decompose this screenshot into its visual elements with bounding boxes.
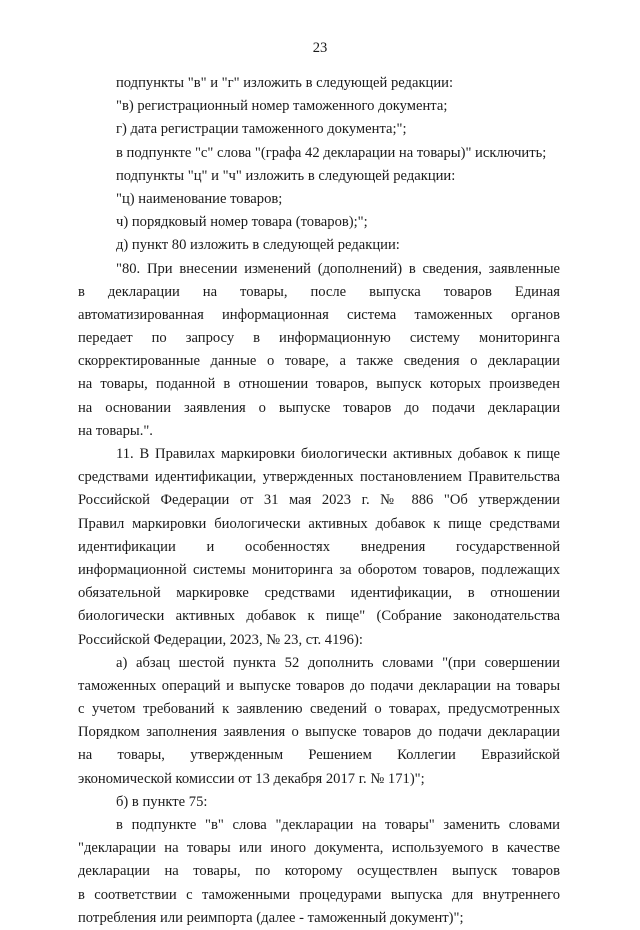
text-line: "в) регистрационный номер таможенного документа; bbox=[116, 98, 448, 115]
text-line: автоматизированная информационная система таможенных органов bbox=[78, 306, 560, 323]
text-line: на товары, поданной в отношении товаров, выпуск которых произведен bbox=[78, 376, 560, 393]
text-line: а) абзац шестой пункта 52 дополнить словами "(при совершении bbox=[116, 654, 560, 671]
text-line: информационной системы мониторинга за оборотом товаров, подлежащих bbox=[78, 561, 560, 578]
text-line: на основании заявления о выпуске товаров до подачи декларации bbox=[78, 399, 560, 416]
text-line: таможенных операций и выпуске товаров до подачи декларации на товары bbox=[78, 677, 560, 694]
text-line: "ц) наименование товаров; bbox=[116, 190, 283, 207]
document-body bbox=[78, 72, 560, 930]
text-line: в подпункте "в" слова "декларации на товары" заменить словами bbox=[116, 817, 560, 833]
text-line: в подпункте "с" слова "(графа 42 декларации на товары)" исключить; bbox=[116, 144, 547, 161]
text-line: передает по запросу в информационную систему мониторинга bbox=[78, 330, 560, 347]
text-line: скорректированные данные о товаре, а также сведения о декларации bbox=[78, 353, 560, 370]
text-line: г) дата регистрации таможенного документа;"; bbox=[116, 121, 407, 138]
text-line: в декларации на товары, после выпуска товаров Единая bbox=[78, 283, 560, 300]
page-number: 23 bbox=[312, 40, 328, 56]
text-line: д) пункт 80 изложить в следующей редакции: bbox=[116, 237, 400, 254]
text-line: с учетом требований к заявлению сведений о товарах, предусмотренных bbox=[78, 701, 560, 718]
text-line: на товары, утвержденным Решением Коллегии Евразийской bbox=[78, 747, 560, 764]
text-line: "80. При внесении изменений (дополнений) в сведения, заявленные bbox=[116, 260, 560, 277]
text-line: средствами идентификации, утвержденных постановлением Правительства bbox=[78, 469, 560, 486]
text-line: обязательной маркировке средствами идентификации, в отношении bbox=[78, 585, 560, 602]
text-line: "декларации на товары или иного документа, используемого в качестве bbox=[78, 840, 560, 857]
text-line: б) в пункте 75: bbox=[116, 793, 208, 810]
text-line: ч) порядковый номер товара (товаров);"; bbox=[116, 214, 368, 231]
text-line: в соответствии с таможенными процедурами выпуска для внутреннего bbox=[78, 886, 560, 903]
text-line: идентификации и особенностях внедрения государственной bbox=[78, 538, 560, 555]
text-line: экономической комиссии от 13 декабря 2017 г. № 171)"; bbox=[78, 770, 425, 787]
text-line: Порядком заполнения заявления о выпуске товаров до подачи декларации bbox=[78, 724, 560, 741]
text-line: Российской Федерации от 31 мая 2023 г. № 886 "Об утверждении bbox=[78, 492, 560, 509]
text-line: подпункты "ц" и "ч" изложить в следующей редакции: bbox=[116, 167, 456, 184]
text-line: 11. В Правилах маркировки биологически активных добавок к пище bbox=[116, 446, 560, 462]
text-line: Российской Федерации, 2023, № 23, ст. 4196): bbox=[78, 631, 363, 648]
text-line: подпункты "в" и "г" изложить в следующей редакции: bbox=[116, 75, 454, 91]
text-line: Правил маркировки биологически активных добавок к пище средствами bbox=[78, 515, 560, 532]
text-line: потребления или реимпорта (далее - таможенный документ)"; bbox=[78, 909, 464, 926]
text-line: биологически активных добавок к пище" (Собрание законодательства bbox=[78, 608, 560, 625]
text-line: декларации на товары, по которому осуществлен выпуск товаров bbox=[78, 863, 560, 880]
text-line: на товары.". bbox=[78, 422, 153, 439]
